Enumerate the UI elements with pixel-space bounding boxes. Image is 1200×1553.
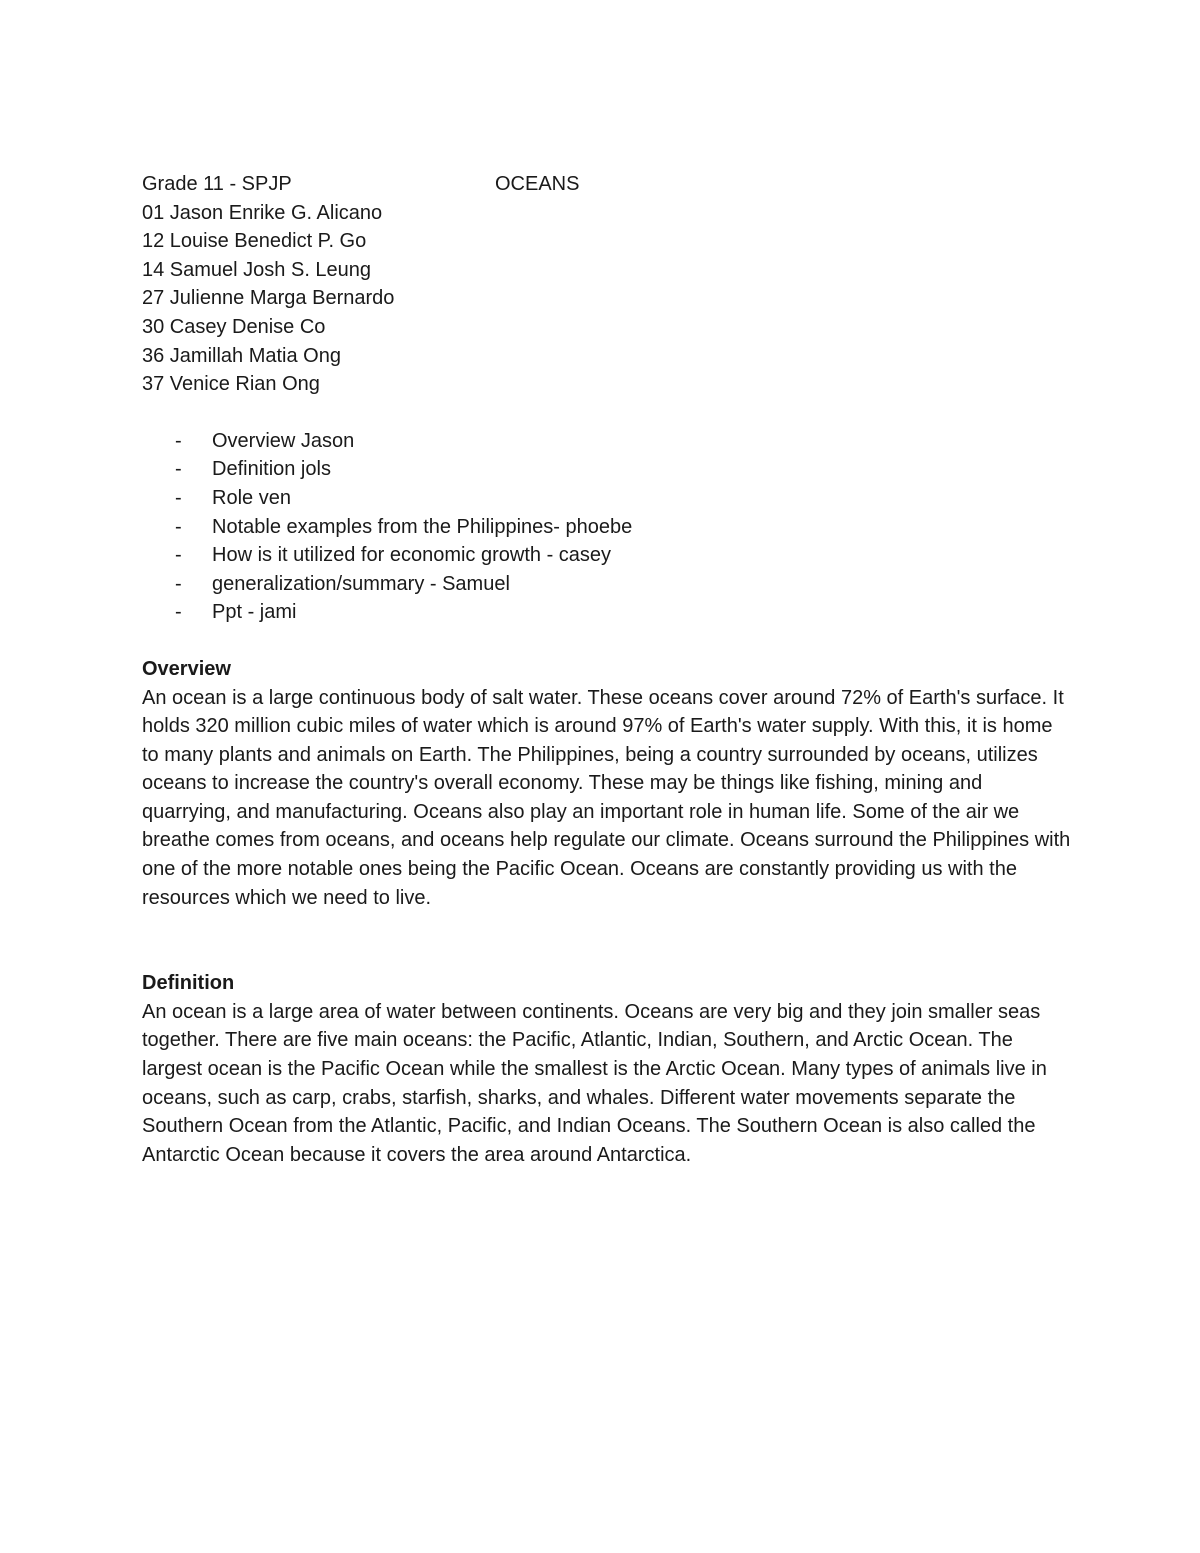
task-text: generalization/summary - Samuel — [212, 572, 510, 595]
overview-heading: Overview — [142, 657, 231, 680]
definition-paragraph: An ocean is a large area of water between continents. Oceans are very big and they join smaller seas together. There are five main oceans: the Pacific, Atlantic, Indian, Southern, and Arctic Ocean. The largest ocean is the Pacific Ocean while the smallest is the Arctic Ocean. Many types of animals live in oceans, such as carp, crabs, starfish, sharks, and whales. Different water movements separate the Southern Ocean from the Atlantic, Pacific, and Indian Oceans. The Southern Ocean is also called the Antarctic Ocean because it covers the area around Antarctica. — [142, 1000, 1047, 1166]
task-item — [142, 427, 1072, 456]
dash-bullet: - — [175, 544, 182, 567]
task-text: Notable examples from the Philippines- phoebe — [212, 515, 633, 538]
member-item: 27 Julienne Marga Bernardo — [142, 287, 395, 310]
document-header — [142, 170, 1072, 199]
member-item: 30 Casey Denise Co — [142, 315, 326, 338]
task-text: Overview Jason — [212, 429, 355, 452]
task-item — [142, 484, 1072, 513]
dash-bullet: - — [175, 486, 182, 509]
overview-paragraph: An ocean is a large continuous body of salt water. These oceans cover around 72% of Earth's surface. It holds 320 million cubic miles of water which is around 97% of Earth's water supply. With this, it is home to many plants and animals on Earth. The Philippines, being a country surrounded by oceans, utilizes oceans to increase the country's overall economy. These may be things like fishing, mining and quarrying, and manufacturing. Oceans also play an important role in human life. Some of the air we breathe comes from oceans, and oceans help regulate our climate. Oceans surround the Philippines with one of the more notable ones being the Pacific Ocean. Oceans are constantly providing us with the resources which we need to live. — [142, 686, 1071, 909]
task-assignment-list — [142, 427, 1072, 627]
member-item: 37 Venice Rian Ong — [142, 373, 320, 396]
task-text: How is it utilized for economic growth - casey — [212, 544, 612, 567]
member-list — [142, 199, 1072, 399]
task-text: Definition jols — [212, 458, 331, 481]
task-item — [142, 455, 1072, 484]
dash-bullet: - — [175, 458, 182, 481]
definition-heading: Definition — [142, 972, 235, 995]
member-item: 36 Jamillah Matia Ong — [142, 344, 341, 367]
definition-section — [142, 969, 1072, 1169]
member-item: 01 Jason Enrike G. Alicano — [142, 201, 383, 224]
overview-section — [142, 655, 1072, 912]
dash-bullet: - — [175, 515, 182, 538]
member-item: 12 Louise Benedict P. Go — [142, 230, 367, 253]
document-content — [142, 170, 1072, 1169]
grade-section-label: Grade 11 - SPJP — [142, 173, 292, 195]
task-item — [142, 598, 1072, 627]
task-text: Ppt - jami — [212, 601, 297, 624]
task-item — [142, 570, 1072, 599]
task-item — [142, 541, 1072, 570]
task-item — [142, 513, 1072, 542]
dash-bullet: - — [175, 429, 182, 452]
dash-bullet: - — [175, 572, 182, 595]
topic-title: OCEANS — [495, 173, 580, 195]
dash-bullet: - — [175, 601, 182, 624]
member-item: 14 Samuel Josh S. Leung — [142, 258, 372, 281]
task-text: Role ven — [212, 486, 291, 509]
